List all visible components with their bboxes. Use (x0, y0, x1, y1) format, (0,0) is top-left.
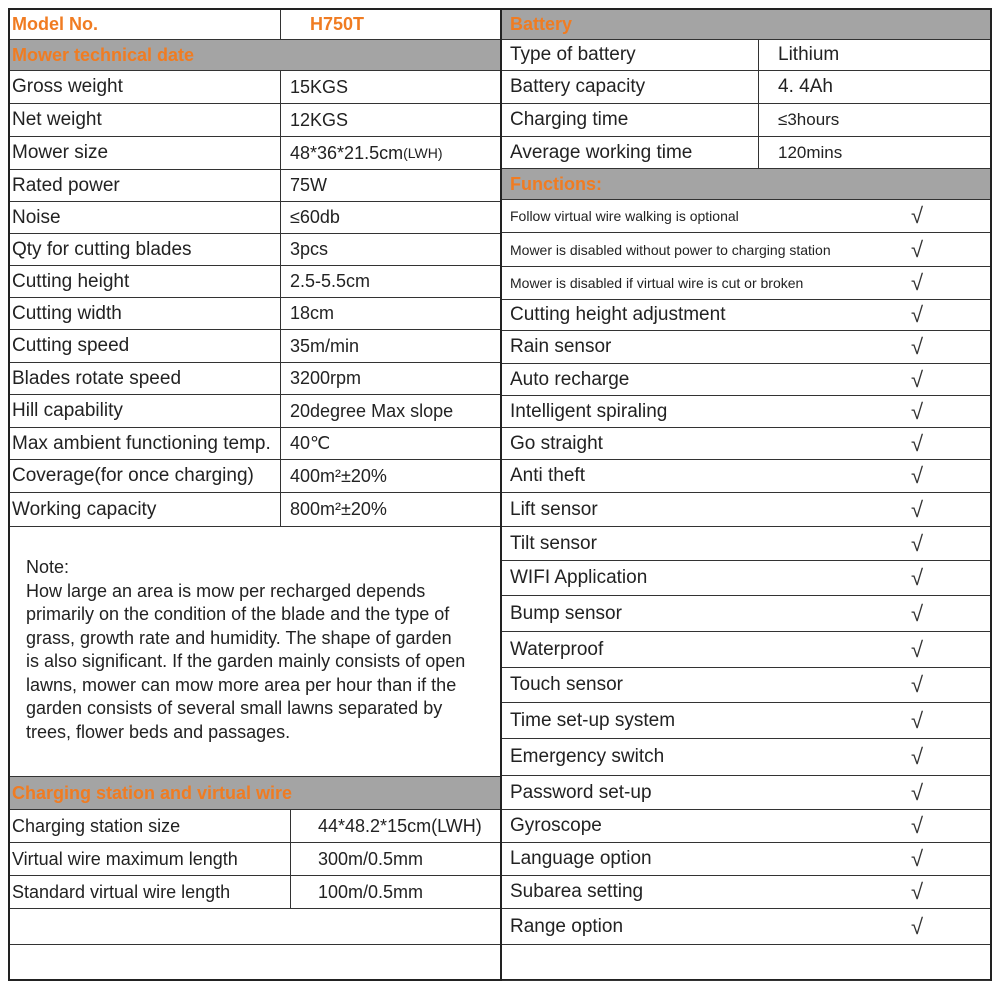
charging-spec-row (10, 876, 500, 909)
function-row (502, 300, 990, 331)
center-divider (500, 8, 502, 981)
spec-value: 12KGS (290, 109, 349, 130)
function-label: Emergency switch (510, 746, 665, 767)
spec-label: Rated power (12, 174, 120, 196)
spec-label: Qty for cutting blades (12, 238, 192, 260)
function-row (502, 776, 990, 810)
charging-section-title: Charging station and virtual wire (12, 782, 293, 803)
spec-value: 400m²±20% (290, 465, 387, 486)
check-icon: √ (910, 496, 924, 522)
spec-value-suffix: (LWH) (403, 145, 443, 161)
function-row (502, 876, 990, 909)
spec-label: Cutting width (12, 302, 122, 324)
spec-value: 3200rpm (290, 368, 362, 388)
mower-section-header (10, 40, 500, 71)
function-label: Anti theft (510, 465, 585, 486)
model-row (10, 10, 500, 40)
functions-section-header (502, 169, 990, 200)
function-row (502, 810, 990, 843)
check-icon: √ (910, 879, 924, 904)
spec-label: Average working time (510, 141, 693, 163)
spec-label: Cutting speed (12, 335, 130, 356)
check-icon: √ (910, 366, 924, 392)
function-label: Gyroscope (510, 815, 602, 836)
mower-spec-row (10, 137, 500, 170)
spec-value: 4. 4Ah (778, 76, 833, 97)
note-line: How large an area is mow per recharged depends (26, 580, 426, 601)
spec-label: Coverage(for once charging) (12, 465, 254, 486)
spec-value: ≤60db (290, 207, 340, 227)
spec-label: Working capacity (12, 498, 157, 520)
spec-value: 15KGS (290, 76, 349, 97)
mower-spec-row (10, 395, 500, 428)
spec-label: Hill capability (12, 400, 123, 421)
function-row (502, 527, 990, 561)
battery-section-title: Battery (510, 14, 573, 34)
spec-value: 300m/0.5mm (318, 848, 424, 869)
check-icon: √ (910, 672, 924, 697)
battery-spec-row (502, 71, 990, 104)
function-row (502, 460, 990, 493)
spec-value: 120mins (778, 142, 843, 162)
function-label: Tilt sensor (510, 532, 597, 554)
spec-label: Standard virtual wire length (12, 881, 231, 902)
function-label: Touch sensor (510, 674, 624, 695)
function-row (502, 267, 990, 300)
spec-value: 40℃ (290, 433, 331, 453)
function-label: Range option (510, 915, 624, 937)
function-row (502, 428, 990, 460)
function-label: Language option (510, 848, 652, 869)
spec-label: Net weight (12, 109, 102, 130)
check-icon: √ (910, 636, 924, 662)
spec-label: Gross weight (12, 76, 123, 97)
function-label: Waterproof (510, 638, 604, 660)
spec-value: 20degree Max slope (290, 400, 454, 421)
check-icon: √ (910, 398, 924, 424)
spec-label: Noise (12, 206, 61, 228)
check-icon: √ (910, 203, 924, 228)
function-label: Mower is disabled if virtual wire is cut or broken (510, 275, 804, 291)
empty-row (502, 945, 990, 981)
function-label: Password set-up (510, 781, 652, 803)
functions-section-title: Functions: (510, 173, 602, 194)
battery-spec-row (502, 104, 990, 137)
note-line: is also significant. If the garden mainly consists of open (26, 651, 466, 671)
spec-value: 35m/min (290, 335, 360, 356)
function-row (502, 396, 990, 428)
note-line: primarily on the condition of the blade and the type of (26, 604, 450, 624)
function-row (502, 668, 990, 703)
spec-label: Blades rotate speed (12, 367, 182, 389)
function-label: Cutting height adjustment (510, 304, 726, 325)
function-label: Rain sensor (510, 336, 612, 357)
spec-label: Cutting height (12, 270, 130, 292)
charging-spec-row (10, 843, 500, 876)
function-row (502, 364, 990, 396)
spec-label: Charging time (510, 109, 629, 130)
function-row (502, 632, 990, 668)
battery-spec-row (502, 40, 990, 71)
mower-spec-row (10, 460, 500, 493)
note-line: lawns, mower can mow more area per hour than if the (26, 674, 457, 695)
spec-label: Max ambient functioning temp. (12, 432, 271, 454)
charging-section-header (10, 777, 500, 810)
mower-spec-row (10, 71, 500, 104)
spec-value: 2.5-5.5cm (290, 271, 371, 291)
mower-spec-row (10, 234, 500, 266)
model-value: H750T (310, 14, 365, 34)
function-row (502, 200, 990, 233)
note-title: Note: (26, 557, 70, 577)
function-label: Mower is disabled without power to charging station (510, 241, 831, 258)
check-icon: √ (910, 334, 924, 359)
function-row (502, 596, 990, 632)
check-icon: √ (910, 236, 924, 262)
battery-section-header (502, 10, 990, 40)
mower-spec-row (10, 104, 500, 137)
mower-section-title: Mower technical date (12, 44, 195, 65)
spec-value: ≤3hours (778, 110, 840, 129)
check-icon: √ (910, 913, 924, 939)
check-icon: √ (910, 463, 924, 488)
spec-label: Charging station size (12, 815, 181, 836)
note-line: garden consists of several small lawns separated by (26, 698, 443, 718)
spec-label: Battery capacity (510, 76, 646, 97)
spec-value: 800m²±20% (290, 499, 387, 519)
check-icon: √ (910, 744, 924, 769)
spec-value: 18cm (290, 303, 335, 323)
function-row (502, 843, 990, 876)
function-row (502, 561, 990, 596)
check-icon: √ (910, 707, 924, 733)
spec-value: 100m/0.5mm (318, 881, 424, 902)
function-row (502, 909, 990, 945)
mower-spec-row (10, 170, 500, 202)
function-row (502, 493, 990, 527)
function-row (502, 739, 990, 776)
mower-spec-row (10, 363, 500, 395)
function-row (502, 703, 990, 739)
mower-spec-row (10, 493, 500, 527)
check-icon: √ (910, 846, 924, 871)
check-icon: √ (910, 565, 924, 590)
function-label: Lift sensor (510, 498, 598, 520)
check-icon: √ (910, 302, 924, 327)
mower-spec-row (10, 428, 500, 460)
spec-value: 3pcs (290, 239, 329, 259)
spec-value: 44*48.2*15cm(LWH) (318, 815, 482, 836)
mower-spec-row (10, 266, 500, 298)
spec-label: Type of battery (510, 44, 636, 65)
charging-spec-row (10, 810, 500, 843)
function-label: Bump sensor (510, 602, 622, 624)
function-label: Intelligent spiraling (510, 400, 668, 422)
mower-spec-row (10, 202, 500, 234)
check-icon: √ (910, 270, 924, 295)
function-label: Go straight (510, 432, 603, 454)
note-line: grass, growth rate and humidity. The shape of garden (26, 627, 452, 648)
model-label: Model No. (12, 14, 98, 34)
spec-value (280, 137, 500, 169)
mower-spec-row (10, 330, 500, 363)
function-label: WIFI Application (510, 567, 648, 588)
function-label: Follow virtual wire walking is optional (510, 208, 739, 224)
spec-value-main: 48*36*21.5cm (290, 142, 404, 163)
spec-value: Lithium (778, 44, 840, 65)
function-row (502, 233, 990, 267)
check-icon: √ (910, 530, 924, 556)
check-icon: √ (910, 600, 924, 626)
spec-label: Mower size (12, 142, 109, 163)
check-icon: √ (910, 430, 924, 456)
note-line: trees, flower beds and passages. (26, 721, 291, 742)
function-row (502, 331, 990, 364)
empty-row (10, 909, 500, 945)
function-label: Time set-up system (510, 709, 676, 731)
spec-value: 75W (290, 175, 328, 195)
battery-spec-row (502, 137, 990, 169)
note-block (26, 556, 496, 744)
check-icon: √ (910, 779, 924, 805)
check-icon: √ (910, 813, 924, 838)
function-label: Auto recharge (510, 368, 630, 390)
function-label: Subarea setting (510, 881, 644, 902)
mower-spec-row (10, 298, 500, 330)
spec-label: Virtual wire maximum length (12, 848, 238, 869)
